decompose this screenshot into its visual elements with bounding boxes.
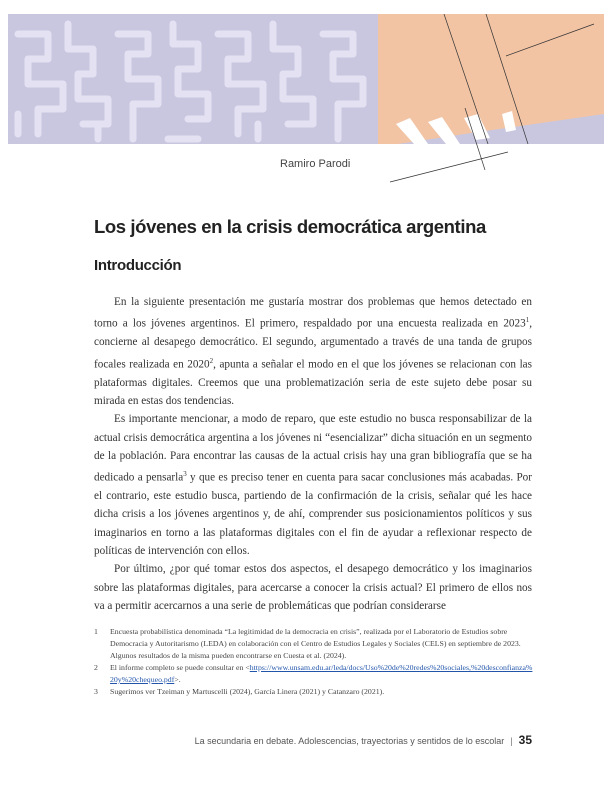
page-number: 35	[518, 733, 532, 747]
footnote-ref-2[interactable]: 2	[209, 356, 214, 365]
footnote-ref-3[interactable]: 3	[183, 470, 187, 479]
page-footer	[195, 733, 532, 747]
paragraph-1: En la siguiente presentación me gustaría mostrar dos problemas que hemos detectado en torno a los jóvenes argentinos. El primero, respaldado por una encuesta realizada en 2023$^1$, concierne al desapego democrático. El segundo, argumentado a través de una tanda de grupos focales realizada en 2020$^2$, apunta a señalar el modo en el que los jóvenes se relacionan con las plataformas digitales. Creemos que una problematización seria de este sujeto debe posar su mirada en estas dos tendencias.	[94, 296, 532, 407]
report-link[interactable]: https://www.unsam.edu.ar/leda/docs/Uso%20de%20redes%20sociales,%20desconfianza%20y%20chequeo.pdf	[110, 663, 533, 684]
paragraph-2: Es importante mencionar, a modo de reparo, que este estudio no busca responsabilizar de la actual crisis democrática argentina a los jóvenes ni “esencializar” dicha situación en un segmento de la población. Para encontrar las causas de la actual crisis hay una gran bibliografía que se ha dedicado a pensarla$^3$ y que es preciso tener en cuenta para sacar conclusiones más acabadas. Por el contrario, este estudio busca, partiendo de la confirmación de la crisis, señalar qué les hace dicha crisis a los jóvenes argentinos y, de ahí, comprender sus posicionamientos políticos y sus imaginarios en torno a las plataformas digitales con el fin de ayudar a reflexionar respecto de políticas de intervención con ellos.	[94, 413, 532, 558]
footer-separator: |	[510, 736, 513, 746]
author-name: Ramiro Parodi	[280, 158, 351, 170]
footnotes	[94, 626, 534, 698]
footnote-3: 3 Sugerimos ver Tzeiman y Martuscelli (2024), García Linera (2021) y Catanzaro (2021).	[94, 687, 385, 696]
footnote-1: 1 Encuesta probabilística denominada “La legitimidad de la democracia en crisis”, realizada por el Laboratorio de Estudios sobre Democracia y Autoritarismo (LEDA) en colaboración con el Centro de Estudios Legales y Sociales (CELS) en septiembre de 2023. Algunos resultados de la misma pueden encontrarse en Cuesta et al. (2024).	[94, 627, 521, 660]
article-body	[94, 293, 532, 615]
article-title: Los jóvenes en la crisis democrática argentina	[94, 216, 486, 237]
footnote-2: 2 El informe completo se puede consultar en <https://www.unsam.edu.ar/leda/docs/Uso%20de%20redes%20sociales,%20desconfianza%20y%20chequeo.pdf>.	[94, 663, 533, 684]
header-rule-lines	[360, 100, 600, 190]
book-title: La secundaria en debate. Adolescencias, trayectorias y sentidos de lo escolar	[194, 736, 505, 746]
section-heading: Introducción	[94, 257, 182, 274]
paragraph-3: Por último, ¿por qué tomar estos dos aspectos, el desapego democrático y los imaginarios sobre las plataformas digitales, para acercarse a conocer la crisis actual? El primero de ellos nos va a permitir acercarnos a una serie de problemáticas que podrían considerarse	[94, 563, 532, 612]
footnote-ref-1[interactable]: 1	[525, 316, 530, 325]
